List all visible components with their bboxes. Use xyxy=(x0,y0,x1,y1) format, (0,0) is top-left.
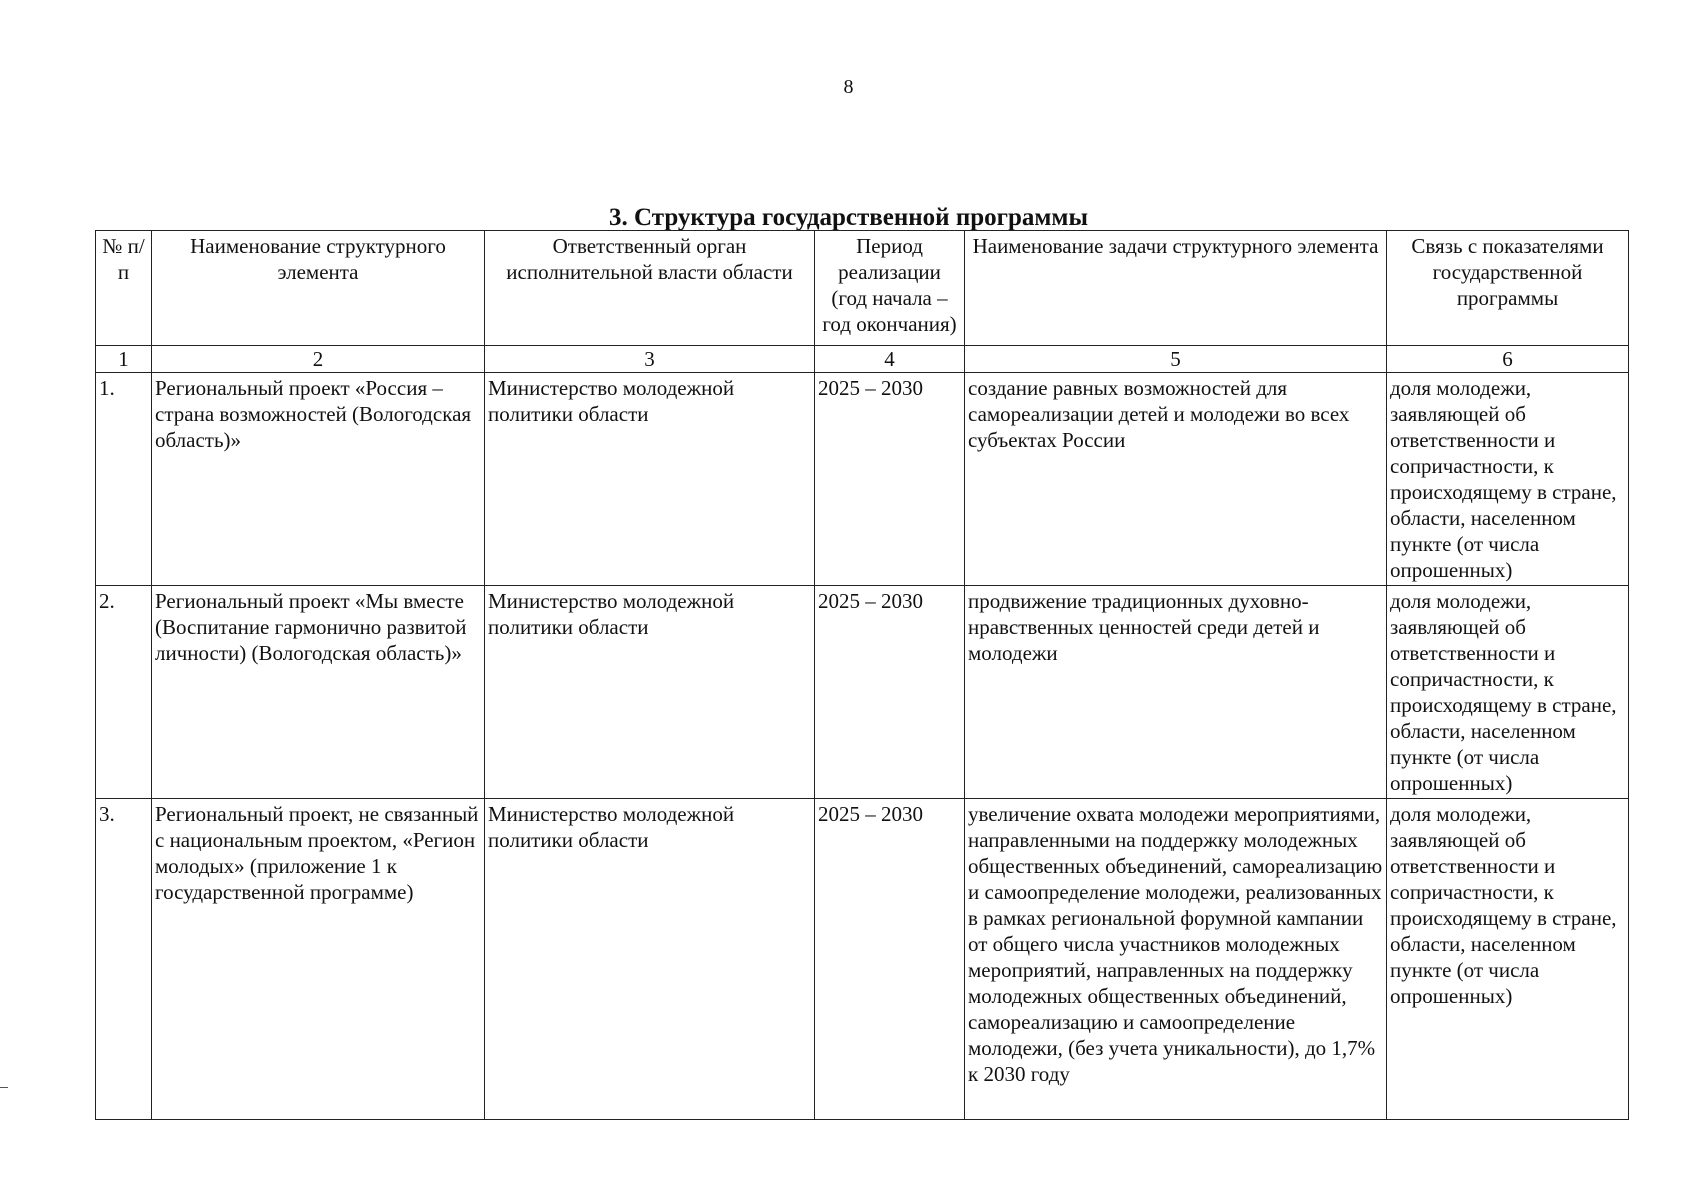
authority-name: Министерство молодежной политики области xyxy=(485,799,815,1120)
page-number: 8 xyxy=(843,76,854,98)
indicator: доля молодежи, заявляющей об ответственности и сопричастности, к происходящему в стране, области, населенном пункте (от числа опрошенных) xyxy=(1387,799,1629,1120)
table-row xyxy=(96,373,1629,586)
period: 2025 – 2030 xyxy=(815,586,965,799)
element-name: Региональный проект «Мы вместе (Воспитание гармонично развитой личности) (Вологодская область)» xyxy=(152,586,485,799)
row-number: 3. xyxy=(96,799,152,1120)
period: 2025 – 2030 xyxy=(815,373,965,586)
indicator: доля молодежи, заявляющей об ответственности и сопричастности, к происходящему в стране, области, населенном пункте (от числа опрошенных) xyxy=(1387,373,1629,586)
header-row xyxy=(96,231,1629,346)
header-element-name: Наименование структурного элемента xyxy=(152,231,485,346)
column-number: 6 xyxy=(1387,346,1629,373)
header-task: Наименование задачи структурного элемента xyxy=(965,231,1387,346)
header-indicator: Связь с показателями государственной программы xyxy=(1387,231,1629,346)
header-authority: Ответственный орган исполнительной власти области xyxy=(485,231,815,346)
task: увеличение охвата молодежи мероприятиями, направленными на поддержку молодежных общественных объединений, самореализацию и самоопределение молодежи, реализованных в рамках региональной форумной кампании от общего числа участников молодежных мероприятий, направленных на поддержку молодежных общественных объединений, самореализацию и самоопределение молодежи, (без учета уникальности), до 1,7% к 2030 году xyxy=(965,799,1387,1120)
scan-edge-mark xyxy=(0,1087,8,1088)
task: создание равных возможностей для самореализации детей и молодежи во всех субъектах России xyxy=(965,373,1387,586)
column-number-row xyxy=(96,346,1629,373)
period: 2025 – 2030 xyxy=(815,799,965,1120)
authority-name: Министерство молодежной политики области xyxy=(485,586,815,799)
row-number: 1. xyxy=(96,373,152,586)
row-number: 2. xyxy=(96,586,152,799)
column-number: 4 xyxy=(815,346,965,373)
header-period: Период реализации (год начала – год окончания) xyxy=(815,231,965,346)
indicator: доля молодежи, заявляющей об ответственности и сопричастности, к происходящему в стране, области, населенном пункте (от числа опрошенных) xyxy=(1387,586,1629,799)
header-number: № п/п xyxy=(96,231,152,346)
column-number: 2 xyxy=(152,346,485,373)
column-number: 1 xyxy=(96,346,152,373)
table-row xyxy=(96,799,1629,1120)
table-row xyxy=(96,586,1629,799)
column-number: 5 xyxy=(965,346,1387,373)
document-title: 3. Структура государственной программы xyxy=(609,204,1088,231)
authority-name: Министерство молодежной политики области xyxy=(485,373,815,586)
task: продвижение традиционных духовно-нравственных ценностей среди детей и молодежи xyxy=(965,586,1387,799)
element-name: Региональный проект «Россия – страна возможностей (Вологодская область)» xyxy=(152,373,485,586)
column-number: 3 xyxy=(485,346,815,373)
program-structure-table xyxy=(95,230,1629,1120)
element-name: Региональный проект, не связанный с национальным проектом, «Регион молодых» (приложение 1 к государственной программе) xyxy=(152,799,485,1120)
